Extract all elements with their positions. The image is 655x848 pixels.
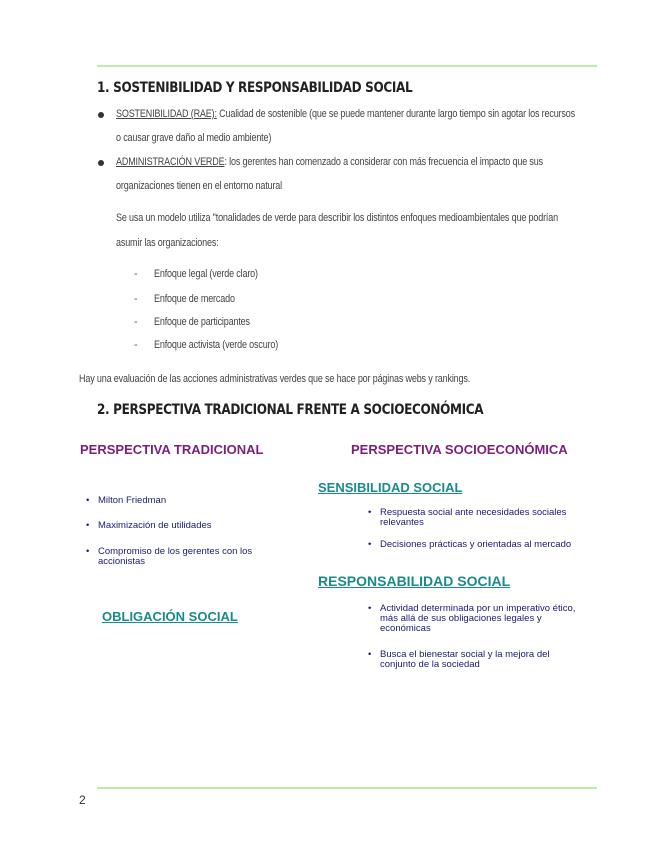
responsibility-item-text: Actividad determinada por un imperativo ético, más allá de sus obligaciones legales y económicas xyxy=(380,603,576,634)
model-paragraph-line-2: asumir las organizaciones: xyxy=(116,237,219,249)
traditional-item-text: Milton Friedman xyxy=(98,495,167,506)
traditional-perspective-title: PERSPECTIVA TRADICIONAL xyxy=(80,442,264,457)
responsibility-item: • Busca el bienestar social y la mejora del conjunto de la sociedad xyxy=(368,649,550,670)
evaluation-paragraph: Hay una evaluación de las acciones administrativas verdes que se hace por páginas webs y rankings. xyxy=(79,373,471,385)
approach-item: Enfoque activista (verde oscuro) xyxy=(154,339,279,351)
social-responsibility-title: RESPONSABILIDAD SOCIAL xyxy=(318,573,511,589)
bullet-2-line-1 xyxy=(116,156,543,168)
sostenibilidad-definition: Cualidad de sostenible (que se puede mantener durante largo tiempo sin agotar los recursos xyxy=(216,108,575,120)
bullet-dot xyxy=(98,112,104,118)
social-obligation-title: OBLIGACIÓN SOCIAL xyxy=(102,609,238,624)
sostenibilidad-term: SOSTENIBILIDAD (RAE): xyxy=(116,108,217,120)
bullet-dot xyxy=(98,160,104,166)
bottom-divider xyxy=(97,787,597,789)
administracion-verde-definition: : los gerentes han comenzado a considerar con más frecuencia el impacto que sus xyxy=(224,156,543,168)
traditional-item: • Milton Friedman xyxy=(86,495,167,506)
section-2-heading: 2. PERSPECTIVA TRADICIONAL FRENTE A SOCIOECONÓMICA xyxy=(97,402,484,418)
page-number: 2 xyxy=(79,793,86,807)
social-sensitivity-title: SENSIBILIDAD SOCIAL xyxy=(318,480,463,495)
socioeconomic-perspective-title: PERSPECTIVA SOCIOECONÓMICA xyxy=(351,442,568,457)
model-paragraph-line-1: Se usa un modelo utiliza "tonalidades de verde para describir los distintos enfoques medioambientales que podrían xyxy=(116,212,558,224)
approach-item: Enfoque de mercado xyxy=(154,293,235,305)
responsibility-item: • Actividad determinada por un imperativo ético, más allá de sus obligaciones legales y económicas xyxy=(368,603,576,634)
section-1-heading: 1. SOSTENIBILIDAD Y RESPONSABILIDAD SOCIAL xyxy=(97,80,413,96)
dash-marker: - xyxy=(134,316,138,328)
traditional-item: • Compromiso de los gerentes con los accionistas xyxy=(86,546,253,567)
traditional-item: • Maximización de utilidades xyxy=(86,520,212,531)
traditional-item-text: Compromiso de los gerentes con los accionistas xyxy=(98,546,253,567)
traditional-item-text: Maximización de utilidades xyxy=(98,520,212,531)
responsibility-item-text: Busca el bienestar social y la mejora del conjunto de la sociedad xyxy=(380,649,550,670)
bullet-1-line-1 xyxy=(116,108,575,120)
sensitivity-item: • Decisiones prácticas y orientadas al mercado xyxy=(368,539,572,550)
sensitivity-item-text: Respuesta social ante necesidades sociales relevantes xyxy=(380,507,567,528)
dash-marker: - xyxy=(134,268,138,280)
sensitivity-item: • Respuesta social ante necesidades sociales relevantes xyxy=(368,507,567,528)
dash-marker: - xyxy=(134,293,138,305)
dash-marker: - xyxy=(134,339,138,351)
bullet-2-line-2: organizaciones tienen en el entorno natural xyxy=(116,180,282,192)
bullet-1-line-2: o causar grave daño al medio ambiente) xyxy=(116,132,272,144)
top-divider xyxy=(97,65,597,67)
approach-item: Enfoque legal (verde claro) xyxy=(154,268,258,280)
administracion-verde-term: ADMINISTRACIÓN VERDE xyxy=(116,156,225,168)
approach-item: Enfoque de participantes xyxy=(154,316,250,328)
sensitivity-item-text: Decisiones prácticas y orientadas al mercado xyxy=(380,539,572,550)
